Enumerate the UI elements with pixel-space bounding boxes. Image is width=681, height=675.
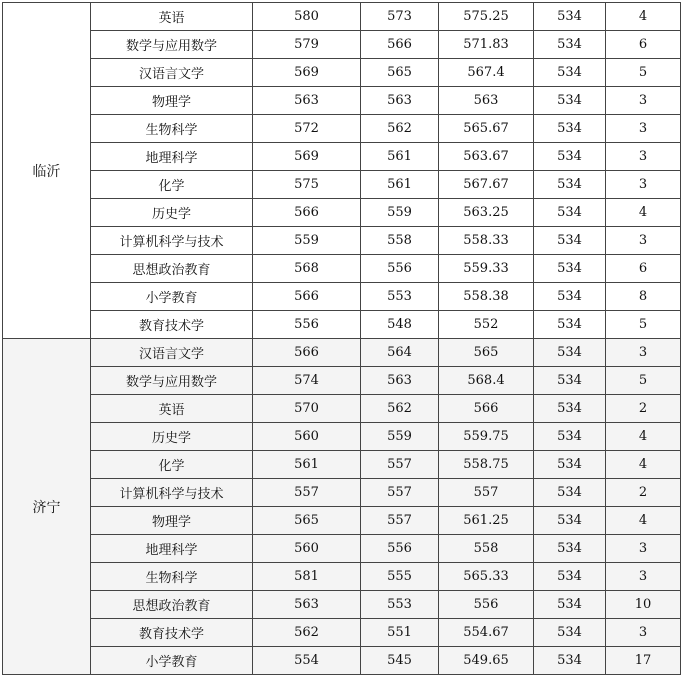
max-score-cell: 575 — [253, 171, 361, 199]
avg-score-cell: 549.65 — [439, 647, 534, 675]
max-score-cell: 563 — [253, 591, 361, 619]
avg-score-cell: 563 — [439, 87, 534, 115]
table-row — [3, 115, 681, 143]
avg-score-cell: 556 — [439, 591, 534, 619]
major-cell: 计算机科学与技术 — [91, 479, 253, 507]
major-cell: 生物科学 — [91, 563, 253, 591]
enrollment-count-cell: 4 — [606, 3, 681, 31]
max-score-cell: 561 — [253, 451, 361, 479]
min-score-cell: 565 — [361, 59, 439, 87]
table-row — [3, 171, 681, 199]
control-line-cell: 534 — [534, 423, 606, 451]
max-score-cell: 566 — [253, 339, 361, 367]
avg-score-cell: 565 — [439, 339, 534, 367]
max-score-cell: 579 — [253, 31, 361, 59]
max-score-cell: 581 — [253, 563, 361, 591]
control-line-cell: 534 — [534, 199, 606, 227]
major-cell: 物理学 — [91, 87, 253, 115]
control-line-cell: 534 — [534, 563, 606, 591]
table-row — [3, 227, 681, 255]
max-score-cell: 570 — [253, 395, 361, 423]
major-cell: 生物科学 — [91, 115, 253, 143]
enrollment-count-cell: 5 — [606, 59, 681, 87]
major-cell: 历史学 — [91, 199, 253, 227]
min-score-cell: 563 — [361, 87, 439, 115]
enrollment-count-cell: 6 — [606, 31, 681, 59]
avg-score-cell: 566 — [439, 395, 534, 423]
table-row — [3, 59, 681, 87]
avg-score-cell: 565.67 — [439, 115, 534, 143]
min-score-cell: 564 — [361, 339, 439, 367]
control-line-cell: 534 — [534, 619, 606, 647]
max-score-cell: 562 — [253, 619, 361, 647]
min-score-cell: 563 — [361, 367, 439, 395]
max-score-cell: 557 — [253, 479, 361, 507]
control-line-cell: 534 — [534, 367, 606, 395]
major-cell: 教育技术学 — [91, 619, 253, 647]
major-cell: 物理学 — [91, 507, 253, 535]
table-row — [3, 367, 681, 395]
min-score-cell: 557 — [361, 507, 439, 535]
major-cell: 化学 — [91, 171, 253, 199]
avg-score-cell: 558 — [439, 535, 534, 563]
avg-score-cell: 559.75 — [439, 423, 534, 451]
max-score-cell: 565 — [253, 507, 361, 535]
control-line-cell: 534 — [534, 451, 606, 479]
enrollment-count-cell: 3 — [606, 143, 681, 171]
major-cell: 英语 — [91, 3, 253, 31]
control-line-cell: 534 — [534, 255, 606, 283]
min-score-cell: 557 — [361, 451, 439, 479]
avg-score-cell: 558.33 — [439, 227, 534, 255]
max-score-cell: 554 — [253, 647, 361, 675]
enrollment-count-cell: 5 — [606, 367, 681, 395]
control-line-cell: 534 — [534, 31, 606, 59]
enrollment-count-cell: 3 — [606, 227, 681, 255]
region-cell: 济宁 — [3, 339, 91, 675]
table-row — [3, 311, 681, 339]
min-score-cell: 559 — [361, 423, 439, 451]
table-row — [3, 395, 681, 423]
enrollment-count-cell: 3 — [606, 115, 681, 143]
control-line-cell: 534 — [534, 479, 606, 507]
table-row — [3, 563, 681, 591]
major-cell: 英语 — [91, 395, 253, 423]
table-row — [3, 87, 681, 115]
min-score-cell: 557 — [361, 479, 439, 507]
enrollment-count-cell: 6 — [606, 255, 681, 283]
region-cell: 临沂 — [3, 3, 91, 339]
max-score-cell: 566 — [253, 283, 361, 311]
enrollment-count-cell: 17 — [606, 647, 681, 675]
avg-score-cell: 563.25 — [439, 199, 534, 227]
major-cell: 小学教育 — [91, 283, 253, 311]
table-row — [3, 479, 681, 507]
enrollment-count-cell: 2 — [606, 395, 681, 423]
table-row — [3, 339, 681, 367]
max-score-cell: 580 — [253, 3, 361, 31]
min-score-cell: 562 — [361, 115, 439, 143]
avg-score-cell: 558.38 — [439, 283, 534, 311]
min-score-cell: 548 — [361, 311, 439, 339]
avg-score-cell: 565.33 — [439, 563, 534, 591]
max-score-cell: 560 — [253, 535, 361, 563]
enrollment-count-cell: 5 — [606, 311, 681, 339]
enrollment-count-cell: 4 — [606, 199, 681, 227]
max-score-cell: 569 — [253, 143, 361, 171]
major-cell: 地理科学 — [91, 535, 253, 563]
major-cell: 汉语言文学 — [91, 59, 253, 87]
avg-score-cell: 567.67 — [439, 171, 534, 199]
major-cell: 数学与应用数学 — [91, 31, 253, 59]
region-group-jining — [3, 339, 681, 675]
major-cell: 历史学 — [91, 423, 253, 451]
control-line-cell: 534 — [534, 395, 606, 423]
table-row — [3, 31, 681, 59]
avg-score-cell: 567.4 — [439, 59, 534, 87]
avg-score-cell: 557 — [439, 479, 534, 507]
avg-score-cell: 554.67 — [439, 619, 534, 647]
control-line-cell: 534 — [534, 59, 606, 87]
enrollment-count-cell: 3 — [606, 535, 681, 563]
avg-score-cell: 571.83 — [439, 31, 534, 59]
avg-score-cell: 552 — [439, 311, 534, 339]
enrollment-count-cell: 3 — [606, 563, 681, 591]
table-row — [3, 591, 681, 619]
table-row — [3, 451, 681, 479]
max-score-cell: 574 — [253, 367, 361, 395]
avg-score-cell: 558.75 — [439, 451, 534, 479]
control-line-cell: 534 — [534, 283, 606, 311]
enrollment-count-cell: 3 — [606, 619, 681, 647]
max-score-cell: 566 — [253, 199, 361, 227]
min-score-cell: 545 — [361, 647, 439, 675]
table-row — [3, 507, 681, 535]
enrollment-count-cell: 4 — [606, 451, 681, 479]
table-row — [3, 619, 681, 647]
region-group-linyi — [3, 3, 681, 339]
control-line-cell: 534 — [534, 227, 606, 255]
enrollment-count-cell: 10 — [606, 591, 681, 619]
min-score-cell: 553 — [361, 283, 439, 311]
avg-score-cell: 561.25 — [439, 507, 534, 535]
avg-score-cell: 559.33 — [439, 255, 534, 283]
table-row — [3, 647, 681, 675]
min-score-cell: 561 — [361, 143, 439, 171]
min-score-cell: 551 — [361, 619, 439, 647]
enrollment-count-cell: 2 — [606, 479, 681, 507]
avg-score-cell: 575.25 — [439, 3, 534, 31]
control-line-cell: 534 — [534, 339, 606, 367]
min-score-cell: 573 — [361, 3, 439, 31]
control-line-cell: 534 — [534, 507, 606, 535]
min-score-cell: 555 — [361, 563, 439, 591]
max-score-cell: 559 — [253, 227, 361, 255]
control-line-cell: 534 — [534, 143, 606, 171]
table-row — [3, 283, 681, 311]
major-cell: 思想政治教育 — [91, 591, 253, 619]
table-row — [3, 535, 681, 563]
control-line-cell: 534 — [534, 591, 606, 619]
min-score-cell: 566 — [361, 31, 439, 59]
min-score-cell: 553 — [361, 591, 439, 619]
admission-scores-table — [2, 2, 681, 675]
major-cell: 地理科学 — [91, 143, 253, 171]
max-score-cell: 568 — [253, 255, 361, 283]
control-line-cell: 534 — [534, 171, 606, 199]
min-score-cell: 562 — [361, 395, 439, 423]
max-score-cell: 556 — [253, 311, 361, 339]
max-score-cell: 569 — [253, 59, 361, 87]
table-row — [3, 3, 681, 31]
avg-score-cell: 568.4 — [439, 367, 534, 395]
control-line-cell: 534 — [534, 87, 606, 115]
min-score-cell: 556 — [361, 255, 439, 283]
major-cell: 汉语言文学 — [91, 339, 253, 367]
major-cell: 数学与应用数学 — [91, 367, 253, 395]
avg-score-cell: 563.67 — [439, 143, 534, 171]
enrollment-count-cell: 3 — [606, 171, 681, 199]
enrollment-count-cell: 4 — [606, 423, 681, 451]
table-row — [3, 423, 681, 451]
enrollment-count-cell: 3 — [606, 87, 681, 115]
min-score-cell: 559 — [361, 199, 439, 227]
table-row — [3, 255, 681, 283]
enrollment-count-cell: 8 — [606, 283, 681, 311]
table-row — [3, 143, 681, 171]
major-cell: 计算机科学与技术 — [91, 227, 253, 255]
max-score-cell: 572 — [253, 115, 361, 143]
enrollment-count-cell: 3 — [606, 339, 681, 367]
control-line-cell: 534 — [534, 115, 606, 143]
major-cell: 化学 — [91, 451, 253, 479]
max-score-cell: 563 — [253, 87, 361, 115]
min-score-cell: 556 — [361, 535, 439, 563]
control-line-cell: 534 — [534, 311, 606, 339]
major-cell: 思想政治教育 — [91, 255, 253, 283]
control-line-cell: 534 — [534, 3, 606, 31]
enrollment-count-cell: 4 — [606, 507, 681, 535]
min-score-cell: 561 — [361, 171, 439, 199]
min-score-cell: 558 — [361, 227, 439, 255]
control-line-cell: 534 — [534, 647, 606, 675]
control-line-cell: 534 — [534, 535, 606, 563]
table-row — [3, 199, 681, 227]
major-cell: 小学教育 — [91, 647, 253, 675]
major-cell: 教育技术学 — [91, 311, 253, 339]
max-score-cell: 560 — [253, 423, 361, 451]
